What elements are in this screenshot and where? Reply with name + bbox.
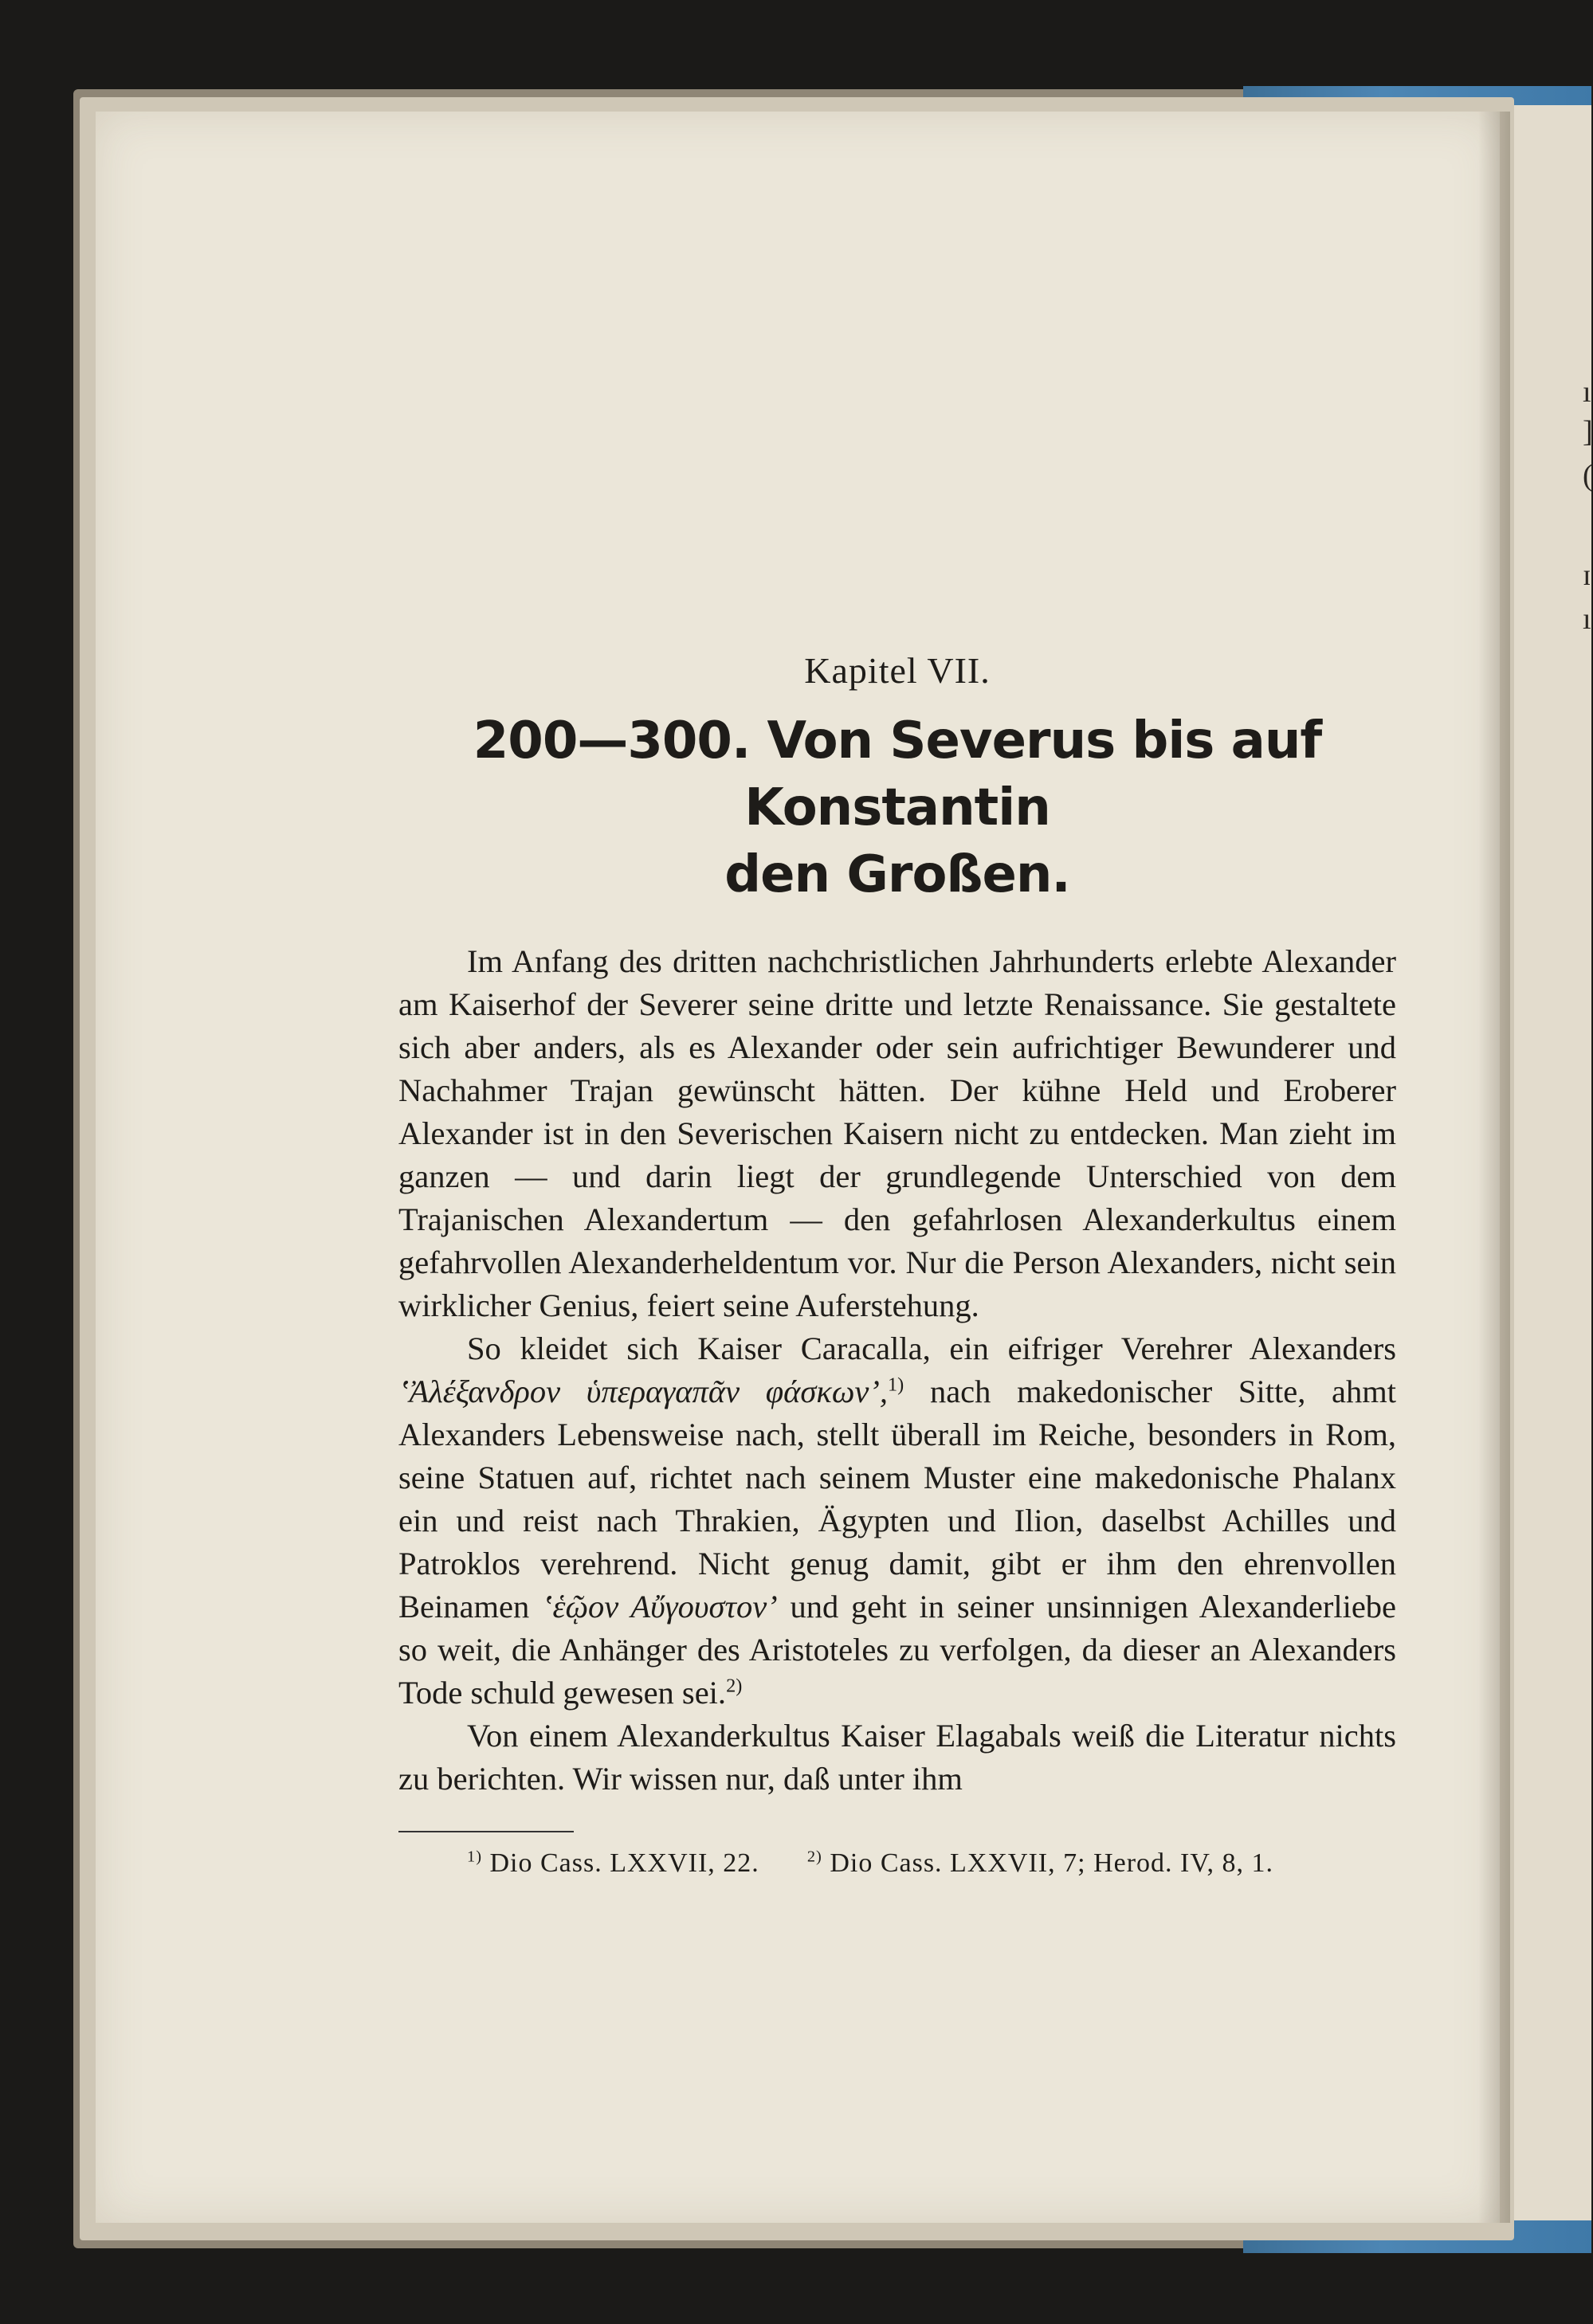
margin-letter: ı — [1583, 602, 1591, 636]
paragraph-2-text-b: nach makedonischer Sitte, ahmt Alexanders Lebensweise nach, stellt überall im Reiche, besonders in Rom, seine Statuen auf, richtet nach seinem Muster eine makedonische Phalanx ein und reist nach Thrakien, Ägypten und Ilion, daselbst Achilles und Patroklos verehrend. Nicht genug damit, gibt er ihm den ehrenvollen Beinamen — [398, 1374, 1396, 1624]
margin-letter: ɪ — [1583, 558, 1591, 592]
paragraph-1: Im Anfang des dritten nachchristlichen Jahrhunderts erlebte Alexander am Kaiserhof der Severer seine dritte und letzte Renaissance. Sie gestaltete sich aber anders, als es Alexander oder sein aufrichtiger Bewunderer und Nachahmer Trajan gewünscht hätten. Der kühne Held und Eroberer Alexander ist in den Severischen Kaisern nicht zu entdecken. Man zieht im ganzen — und darin liegt der grundlegende Unterschied von dem Trajanischen Alexandertum — den gefahrlosen Alexanderkultus einem gefahrvollen Alexanderheldentum vor. Nur die Person Alexanders, nicht sein wirklicher Genius, feiert seine Auferstehung. — [398, 943, 1396, 1323]
footnote-2-mark: 2) — [806, 1848, 822, 1866]
paragraph-2-text-a: So kleidet sich Kaiser Caracalla, ein eifriger Verehrer Alexanders — [467, 1331, 1396, 1366]
opposite-page-edge — [1510, 105, 1591, 2220]
greek-quote-1: ʽἈλέξανδρον ὑπεραγαπᾶν φάσκων’, — [398, 1374, 889, 1409]
paragraph-3: Von einem Alexanderkultus Kaiser Elagabals weiß die Literatur nichts zu berichten. Wir wissen nur, daß unter ihm — [398, 1718, 1396, 1797]
chapter-title — [398, 707, 1396, 908]
footnotes — [398, 1848, 1396, 1879]
chapter-title-line2: den Großen. — [724, 845, 1070, 904]
paragraph-2-text-c: und geht in seiner unsinnigen Alexanderliebe so weit, die Anhänger des Aristoteles zu verfolgen, da dieser an Alexanders Tode schuld gewesen sei. — [398, 1589, 1397, 1711]
footnote-ref-2: 2) — [726, 1675, 743, 1697]
footnote-1-text: Dio Cass. LXXVII, 22. — [489, 1848, 759, 1878]
footnote-divider — [398, 1831, 574, 1832]
chapter-title-line1: 200—300. Von Severus bis auf Konstantin — [473, 711, 1322, 837]
chapter-heading: Kapitel VII. — [804, 650, 991, 691]
footnote-1-mark: 1) — [467, 1848, 482, 1866]
footnote-ref-1: 1) — [888, 1374, 904, 1396]
paragraph-2 — [398, 1327, 1396, 1715]
margin-letter: ] — [1583, 415, 1593, 449]
margin-letter: ( — [1583, 459, 1593, 492]
footnote-2 — [807, 1848, 1273, 1879]
page-gutter — [1478, 112, 1510, 2223]
page-content — [398, 649, 1396, 1879]
footnote-1 — [467, 1848, 759, 1879]
margin-letter: ı — [1583, 375, 1591, 409]
footnote-2-text: Dio Cass. LXXVII, 7; Herod. IV, 8, 1. — [830, 1848, 1274, 1878]
greek-quote-2: ʽἑῷον Αὔγουστον’ — [542, 1589, 778, 1624]
